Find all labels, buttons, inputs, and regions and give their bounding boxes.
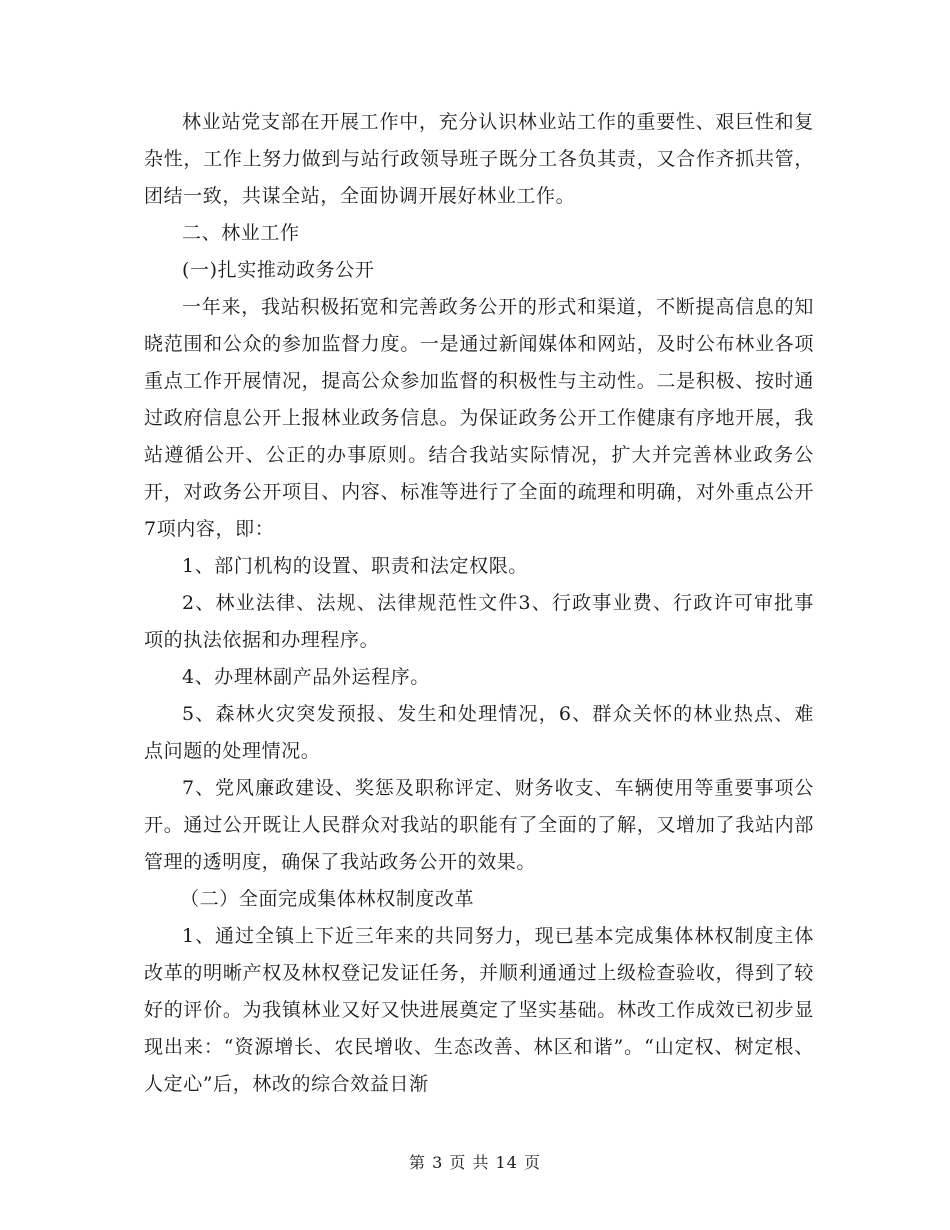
- list-item-2-3: 2、林业法律、法规、法律规范性文件3、行政事业费、行政许可审批事项的执法依据和办理程序。: [144, 592, 814, 651]
- page-number-footer: 第 3 页 共 14 页: [409, 1153, 541, 1172]
- list-item-4: 4、办理林副产品外运程序。: [182, 666, 430, 688]
- subsection-heading-forest-rights-reform: （二）全面完成集体林权制度改革: [180, 888, 475, 910]
- subsection-heading-open-affairs: (一)扎实推动政务公开: [182, 259, 375, 281]
- list-item-7: 7、党风廉政建设、奖惩及职称评定、财务收支、车辆使用等重要事项公开。通过公开既让人民群众对我站的职能有了全面的了解，又增加了我站内部管理的透明度，确保了我站政务公开的效果。: [144, 777, 814, 873]
- section-heading-forestry-work: 二、林业工作: [182, 222, 300, 244]
- list-item-1: 1、部门机构的设置、职责和法定权限。: [182, 555, 528, 577]
- list-item-5-6: 5、森林火灾突发预报、发生和处理情况，6、群众关怀的林业热点、难点问题的处理情况。: [144, 703, 814, 762]
- paragraph-party-branch: 林业站党支部在开展工作中，充分认识林业站工作的重要性、艰巨性和复杂性，工作上努力做到与站行政领导班子既分工各负其责，又合作齐抓共管，团结一致，共谋全站，全面协调开展好林业工作。: [144, 111, 814, 207]
- paragraph-open-affairs: 一年来，我站积极拓宽和完善政务公开的形式和渠道，不断提高信息的知晓范围和公众的参加监督力度。一是通过新闻媒体和网站，及时公布林业各项重点工作开展情况，提高公众参加监督的积极性与主动性。二是积极、按时通过政府信息公开上报林业政务信息。为保证政务公开工作健康有序地开展，我站遵循公开、公正的办事原则。结合我站实际情况，扩大并完善林业政务公开，对政务公开项目、内容、标准等进行了全面的疏理和明确，对外重点公开7项内容，即：: [144, 296, 814, 540]
- document-body: [144, 104, 814, 1103]
- paragraph-forest-rights-reform: 1、通过全镇上下近三年来的共同努力，现已基本完成集体林权制度主体改革的明晰产权及林权登记发证任务，并顺利通通过上级检查验收，得到了较好的评价。为我镇林业又好又快进展奠定了坚实基础。林改工作成效已初步显现出来：“资源增长、农民增收、生态改善、林区和谐”。“山定权、树定根、人定心”后，林改的综合效益日渐: [144, 925, 814, 1095]
